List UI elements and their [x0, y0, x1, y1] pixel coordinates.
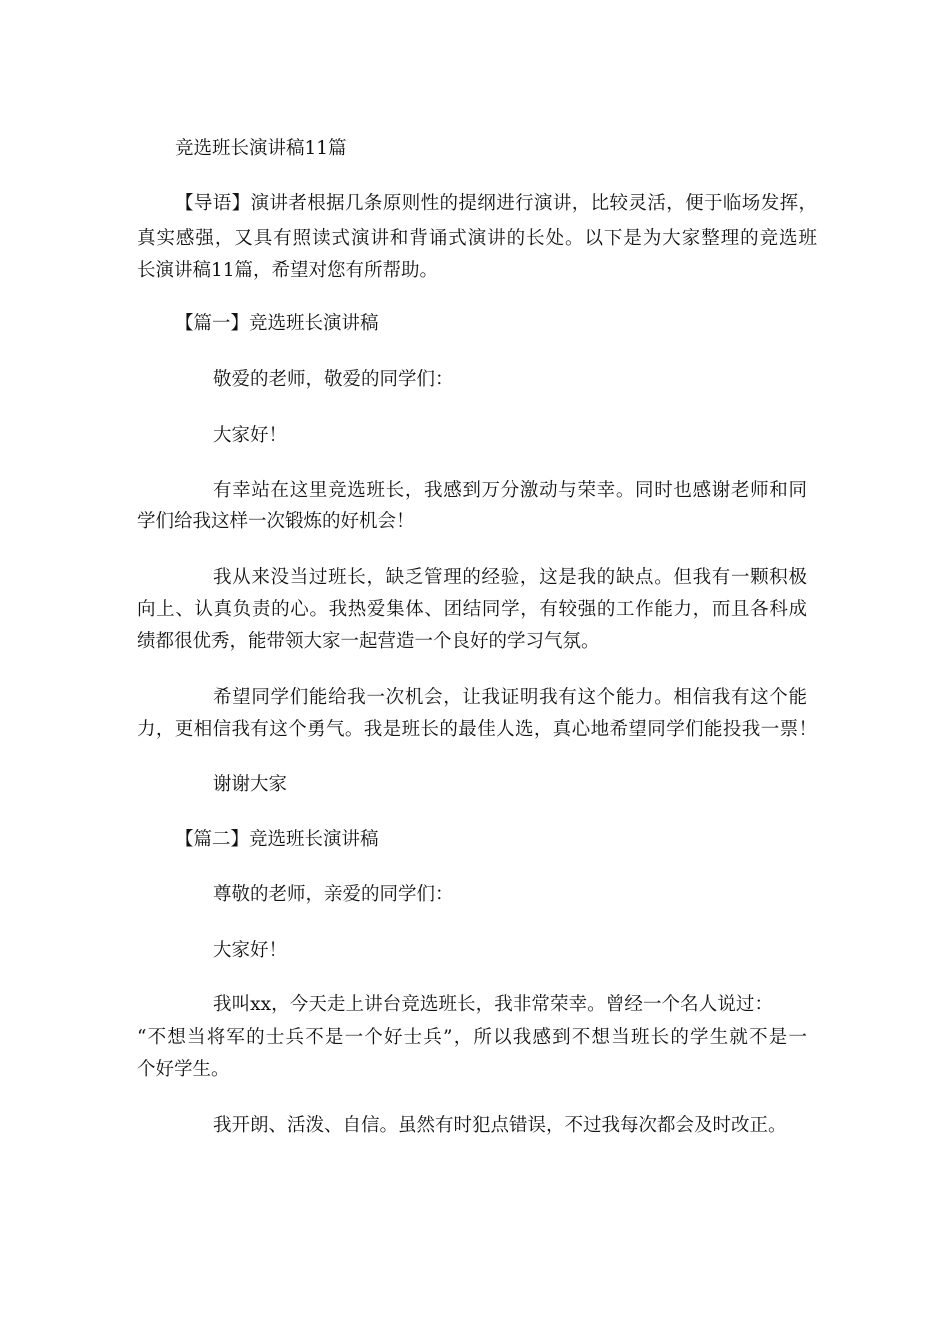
document-title: 竞选班长演讲稿11篇: [175, 138, 347, 159]
section1-para1-line2: 学们给我这样一次锻炼的好机会！: [137, 511, 415, 532]
section2-salutation: 尊敬的老师，亲爱的同学们：: [213, 884, 454, 905]
section2-para2-line1: 我开朗、活泼、自信。虽然有时犯点错误，不过我每次都会及时改正。: [213, 1115, 787, 1136]
section1-heading: 【篇一】竞选班长演讲稿: [175, 313, 379, 334]
section1-para2-line1: 我从来没当过班长，缺乏管理的经验，这是我的缺点。但我有一颗积极: [213, 567, 807, 588]
section1-salutation: 敬爱的老师，敬爱的同学们：: [213, 369, 454, 390]
section2-greeting: 大家好！: [213, 940, 288, 961]
section1-greeting: 大家好！: [213, 425, 288, 446]
intro-line-3: 长演讲稿11篇，希望对您有所帮助。: [137, 260, 439, 281]
intro-line-2: 真实感强，又具有照读式演讲和背诵式演讲的长处。以下是为大家整理的竞选班: [137, 228, 817, 249]
section2-para1-line1: 我叫xx，今天走上讲台竞选班长，我非常荣幸。曾经一个名人说过：: [213, 994, 773, 1015]
section1-para1-line1: 有幸站在这里竞选班长，我感到万分激动与荣幸。同时也感谢老师和同: [213, 480, 807, 501]
section1-para3-line1: 希望同学们能给我一次机会，让我证明我有这个能力。相信我有这个能: [213, 687, 807, 708]
intro-line-1: 【导语】演讲者根据几条原则性的提纲进行演讲，比较灵活，便于临场发挥，: [175, 193, 817, 214]
section2-para1-line3: 个好学生。: [137, 1059, 230, 1080]
section1-para2-line2: 向上、认真负责的心。我热爱集体、团结同学，有较强的工作能力，而且各科成: [137, 599, 807, 620]
section1-para2-line3: 绩都很优秀，能带领大家一起营造一个良好的学习气氛。: [137, 631, 600, 652]
section1-closing: 谢谢大家: [213, 774, 288, 795]
section1-para3-line2: 力，更相信我有这个勇气。我是班长的最佳人选，真心地希望同学们能投我一票！: [137, 719, 817, 740]
section2-heading: 【篇二】竞选班长演讲稿: [175, 829, 379, 850]
section2-para1-line2: “不想当将军的士兵不是一个好士兵”，所以我感到不想当班长的学生就不是一: [137, 1027, 807, 1048]
